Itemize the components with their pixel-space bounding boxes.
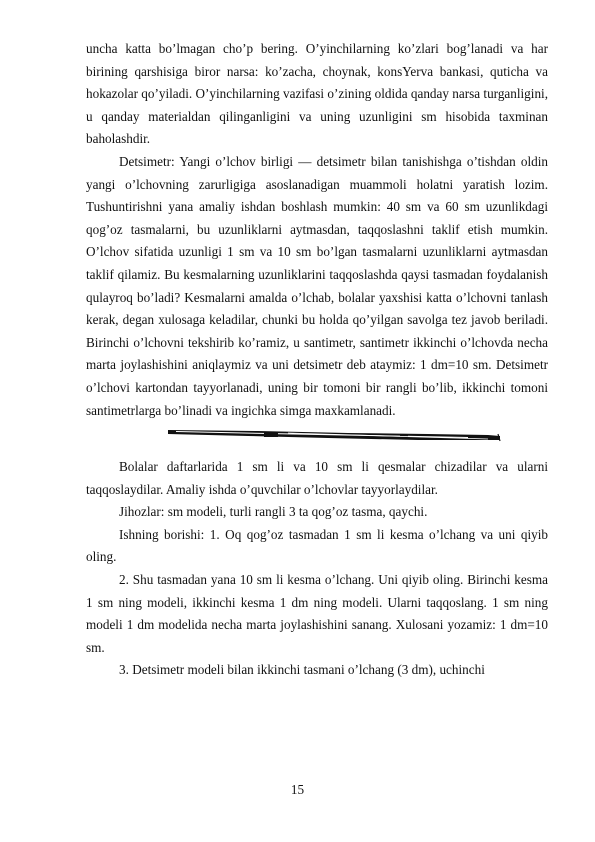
page-number: 15 bbox=[290, 782, 305, 797]
decimeter-ruler-icon bbox=[168, 428, 502, 444]
paragraph-notebook-task: Bolalar daftarlarida 1 sm li va 10 sm li qesmalar chizadilar va ularni taqqoslaydilar. Amaliy ishda o’quvchilar o’lchovlar tayyorlaydilar. bbox=[86, 459, 548, 497]
paragraph-step-1: Ishning borishi: 1. Oq qog’oz tasmadan 1 sm li kesma o’lchang va uni qiyib oling. bbox=[86, 526, 548, 565]
paragraph-step-3: 3. Detsimetr modeli bilan ikkinchi tasmani o’lchang (3 dm), uchinchi bbox=[119, 662, 485, 678]
document-page bbox=[86, 38, 548, 682]
paragraph-step-2: 2. Shu tasmadan yana 10 sm li kesma o’lchang. Uni qiyib oling. Birinchi kesma 1 sm ning modeli, ikkinchi kesma 1 dm ning modeli. Ularni taqqoslang. 1 sm ning modeli 1 dm modelida necha marta joylashishini sanang. Xulosani yozamiz: 1 dm=10 sm. bbox=[86, 572, 548, 655]
decimeter-ruler-figure bbox=[86, 424, 548, 450]
paragraph-intro-game: uncha katta bo’lmagan cho’p bering. O’yinchilarning ko’zlari bog’lanadi va har birining qarshisiga biror narsa: ko’zacha, choynak, konsYerva bankasi, quticha va hokazolar qo’yiladi. O’yinchilarning vazifasi o’zining oldida qanday narsa turganligini, u qanday materialdan qilinganligini va uning uzunligini sm hisobida taxminan baholashdir. bbox=[86, 41, 548, 147]
paragraph-decimeter: Detsimetr: Yangi o’lchov birligi — detsimetr bilan tanishishga o’tishdan oldin yangi o’lchovning zarurligiga asoslanadigan muammoli holatni yaratish lozim. Tushuntirishni yana amaliy ishdan boshlash mumkin: 40 sm va 60 sm uzunlikdagi qog’oz tasmalarni, bu uzunliklarni aytmasdan, taqqoslashni taklif etish mumkin. O’lchov sifatida uzunligi 1 sm va 10 sm bo’lgan tasmalarni uzunliklarni aytmasdan taklif qilamiz. Bu kesmalarning uzunliklarini taqqoslashda qaysi tasmadan foydalanish qulayroq bo’ladi? Kesmalarni amalda o’lchab, bolalar yaxshisi katta o’lchovni tanlash kerak, degan xulosaga keladilar, chunki bu holda qo’yilgan savolga tez javob beriladi. Birinchi o’lchovni tekshirib ko’ramiz, u santimetr, santimetr ikkinchi o’lchovda necha marta joylashishini aniqlaymiz va uni detsimetr deb ataymiz: 1 dm=10 sm. Detsimetr o’lchovi kartondan tayyorlanadi, uning bir tomoni bir rangli bo’lib, ikkinchi tomoni santimetrlarga bo’linadi va ingichka simga maxkamlanadi. bbox=[86, 153, 548, 418]
paragraph-equipment: Jihozlar: sm modeli, turli rangli 3 ta qog’oz tasma, qaychi. bbox=[119, 504, 428, 520]
